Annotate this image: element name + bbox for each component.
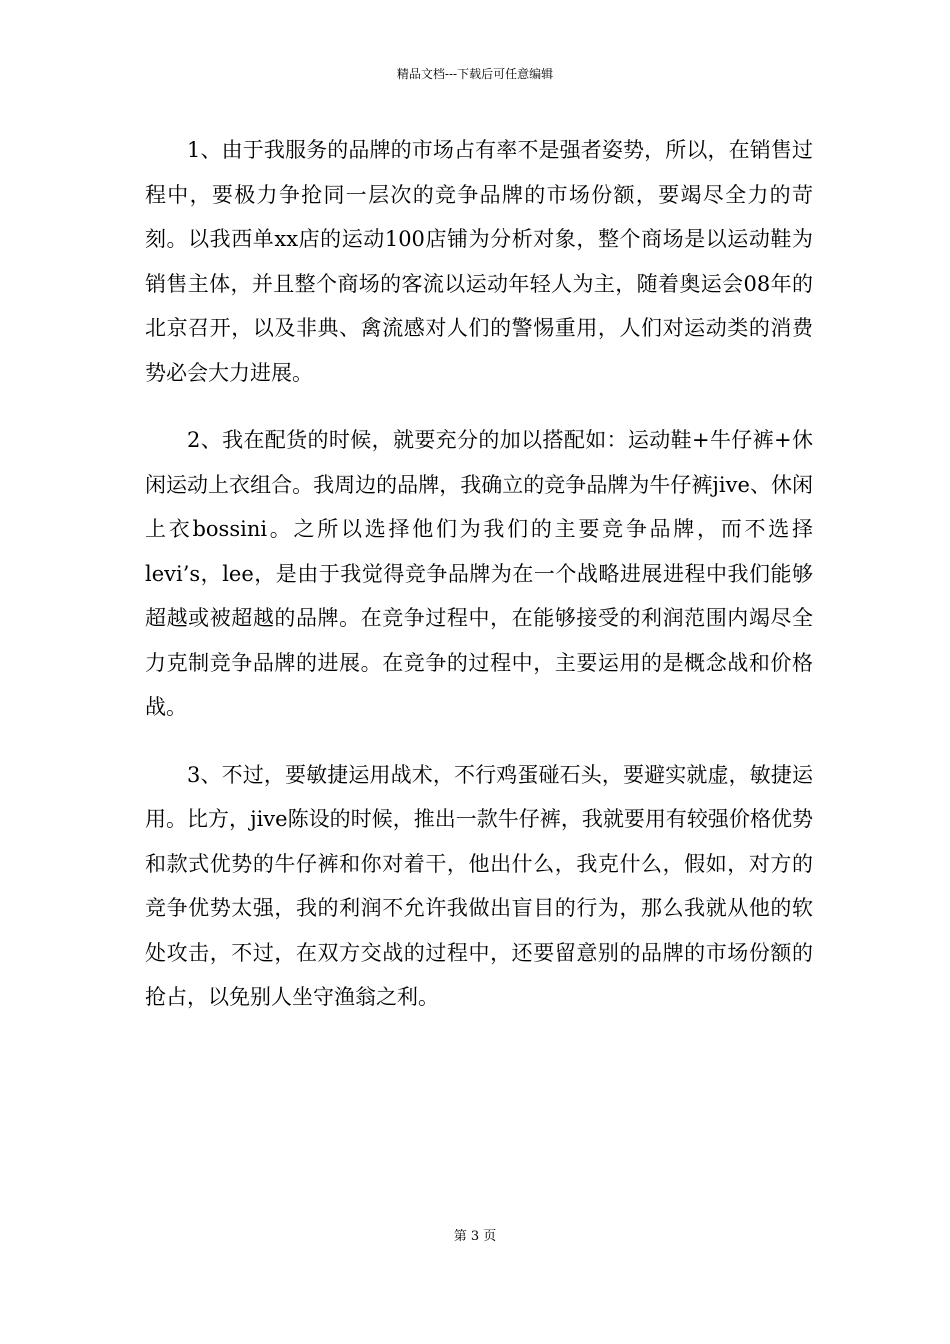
paragraph-2: 2、我在配货的时候，就要充分的加以搭配如：运动鞋+牛仔裤+休闲运动上衣组合。我周边的品牌，我确立的竞争品牌为牛仔裤jive、休闲上衣bossini。之所以选择他们为我们的主要竞争品牌，而不选择levi’s，lee，是由于我觉得竞争品牌为在一个战略进展进程中我们能够超越或被超越的品牌。在竞争过程中，在能够接受的利润范围内竭尽全力克制竞争品牌的进展。在竞争的过程中，主要运用的是概念战和价格战。: [145, 428, 813, 719]
page-header: 精品文档---下载后可任意编辑: [396, 67, 554, 81]
paragraph-1: 1、由于我服务的品牌的市场占有率不是强者姿势，所以，在销售过程中，要极力争抢同一层次的竞争品牌的市场份额，要竭尽全力的苛刻。以我西单xx店的运动100店铺为分析对象，整个商场是以运动鞋为销售主体，并且整个商场的客流以运动年轻人为主，随着奥运会08年的北京召开，以及非典、禽流感对人们的警惕重用，人们对运动类的消费势必会大力进展。: [145, 138, 813, 385]
document-body: [145, 128, 813, 1043]
page-number: 第 3 页: [453, 1229, 497, 1244]
paragraph-3: 3、不过，要敏捷运用战术，不行鸡蛋碰石头，要避实就虚，敏捷运用。比方，jive陈设的时候，推出一款牛仔裤，我就要用有较强价格优势和款式优势的牛仔裤和你对着干，他出什么，我克什么，假如，对方的竞争优势太强，我的利润不允许我做出盲目的行为，那么我就从他的软处攻击，不过，在双方交战的过程中，还要留意别的品牌的市场份额的抢占，以免别人坐守渔翁之利。: [145, 762, 813, 1009]
